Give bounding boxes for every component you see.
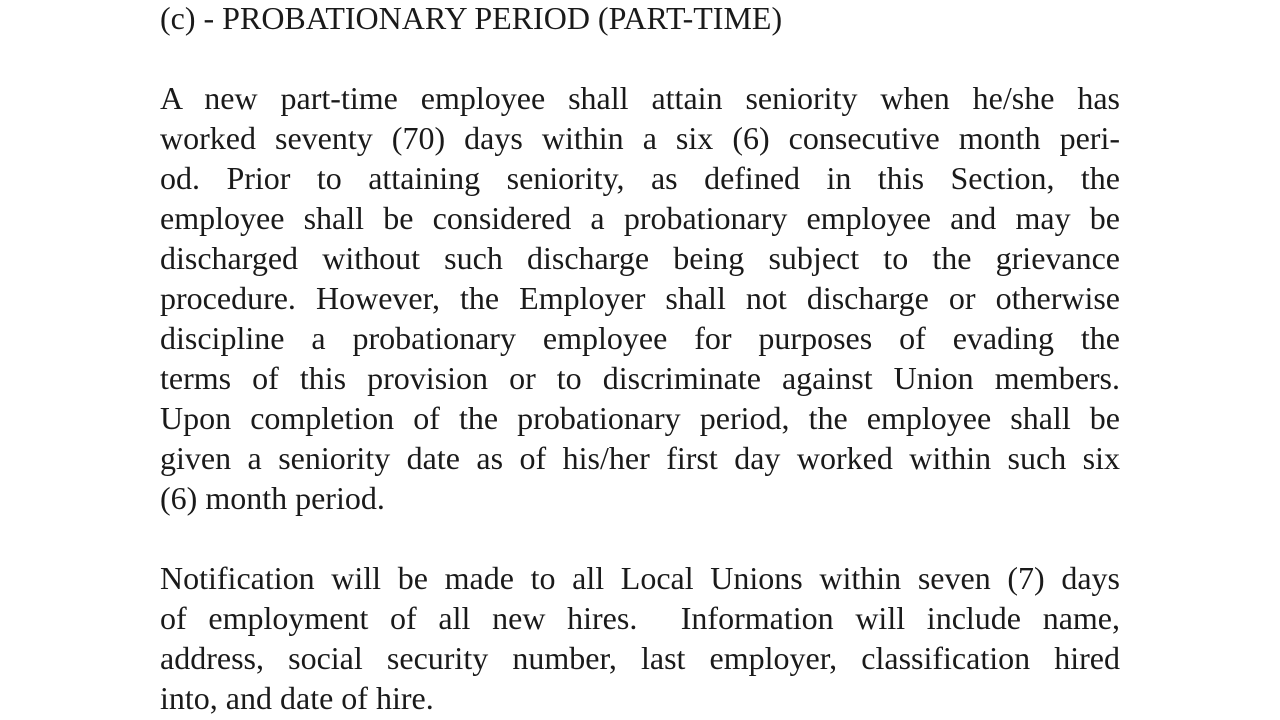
paragraph-line: into, and date of hire. bbox=[160, 680, 434, 716]
paragraph-line: Notification will be made to all Local Unions within seven (7) days bbox=[160, 560, 1120, 596]
paragraph-line: given a seniority date as of his/her first day worked within such six bbox=[160, 440, 1120, 476]
paragraph-line: employee shall be considered a probationary employee and may be bbox=[160, 200, 1120, 236]
paragraph-line: of employment of all new hires. Information will include name, bbox=[160, 600, 1120, 636]
paragraph-line: A new part-time employee shall attain seniority when he/she has bbox=[160, 80, 1120, 116]
paragraph-line: od. Prior to attaining seniority, as defined in this Section, the bbox=[160, 160, 1120, 196]
paragraph-line: worked seventy (70) days within a six (6) consecutive month peri- bbox=[160, 120, 1120, 156]
section-heading: (c) - PROBATIONARY PERIOD (PART-TIME) bbox=[160, 0, 783, 36]
paragraph-line: discharged without such discharge being subject to the grievance bbox=[160, 240, 1120, 276]
notification-paragraph bbox=[160, 558, 1120, 718]
paragraph-line: procedure. However, the Employer shall not discharge or otherwise bbox=[160, 280, 1120, 316]
paragraph-line: address, social security number, last employer, classification hired bbox=[160, 640, 1120, 676]
paragraph-line: (6) month period. bbox=[160, 480, 385, 516]
paragraph-line: Upon completion of the probationary period, the employee shall be bbox=[160, 400, 1120, 436]
probationary-period-paragraph bbox=[160, 78, 1120, 518]
paragraph-line: terms of this provision or to discriminate against Union members. bbox=[160, 360, 1120, 396]
paragraph-line: discipline a probationary employee for purposes of evading the bbox=[160, 320, 1120, 356]
